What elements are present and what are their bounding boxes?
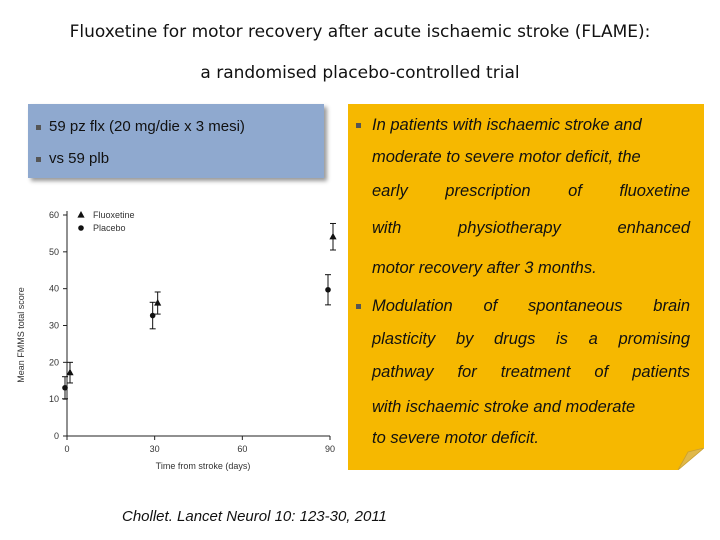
citation: Chollet. Lancet Neurol 10: 123-30, 2011: [122, 508, 387, 525]
y-tick-label: 0: [53, 431, 59, 441]
slide-title-line-1: Fluoxetine for motor recovery after acute ischaemic stroke (FLAME):: [69, 22, 651, 42]
legend-label-fluoxetine: Fluoxetine: [93, 210, 135, 220]
conclusion-line: with physiotherapy enhanced: [372, 219, 690, 237]
y-tick-label: 60: [48, 210, 59, 220]
bullet-text: 59 pz flx (20 mg/die x 3 mesi): [49, 118, 245, 135]
x-tick-label: 0: [64, 444, 70, 454]
conclusion-line: to severe motor deficit.: [372, 429, 539, 447]
bullet-icon: [36, 157, 41, 162]
conclusion-line: early prescription of fluoxetine: [372, 182, 690, 200]
conclusion-line: pathway for treatment of patients: [372, 363, 690, 381]
y-tick-label: 10: [48, 394, 59, 405]
point-marker: [325, 287, 331, 293]
conclusion-line: In patients with ischaemic stroke and: [372, 116, 642, 134]
page-curl-icon: [678, 448, 704, 470]
x-tick-label: 60: [237, 444, 248, 454]
bullet-placebo-patients: [36, 150, 109, 167]
point-marker: [62, 385, 68, 391]
conclusion-line: Modulation of spontaneous brain: [372, 297, 690, 315]
conclusion-line: with ischaemic stroke and moderate: [372, 398, 636, 416]
x-tick-label: 90: [324, 444, 336, 454]
conclusion-box: [348, 104, 704, 470]
y-tick-label: 40: [48, 283, 59, 294]
bullet-fluoxetine-patients: [36, 118, 245, 135]
conclusion-line: moderate to severe motor deficit, the: [372, 148, 641, 166]
x-tick-label: 30: [149, 444, 160, 454]
bullet-icon: [36, 125, 41, 130]
bullet-icon: [356, 304, 361, 309]
conclusion-line: plasticity by drugs is a promising: [372, 330, 690, 348]
slide-title-line-2: a randomised placebo-controlled trial: [200, 63, 520, 83]
bullet-icon: [356, 123, 361, 128]
y-axis-label: Mean FMMS total score: [16, 287, 26, 383]
legend-marker-placebo: [78, 225, 84, 231]
point-marker: [150, 313, 156, 319]
fmms-chart: [12, 195, 342, 480]
bullet-text: vs 59 plb: [49, 150, 110, 167]
y-tick-label: 30: [48, 320, 59, 331]
y-tick-label: 50: [48, 246, 59, 257]
conclusion-line: motor recovery after 3 months.: [372, 259, 597, 277]
x-axis-label: Time from stroke (days): [155, 461, 251, 471]
y-tick-label: 20: [48, 357, 59, 368]
legend-label-placebo: Placebo: [93, 223, 126, 233]
chart-background: [12, 195, 342, 480]
summary-box: [28, 104, 324, 178]
